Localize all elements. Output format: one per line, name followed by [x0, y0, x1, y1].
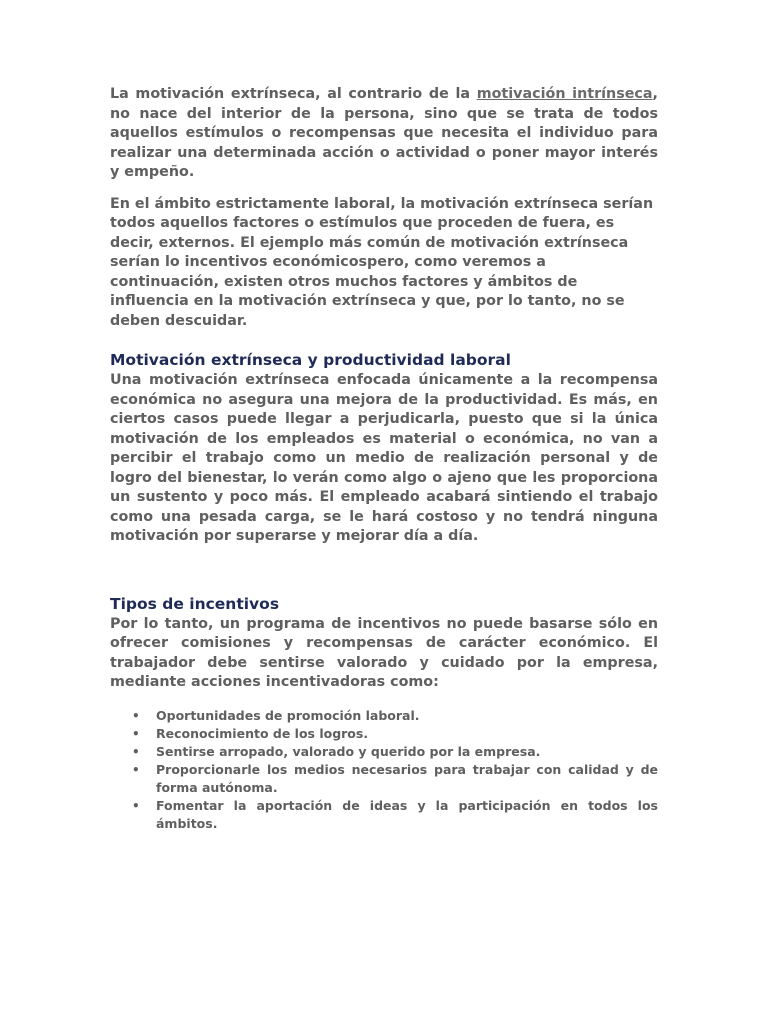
bullet-icon: • — [132, 708, 140, 723]
list-item — [110, 797, 658, 833]
list-item-text: Reconocimiento de los logros. — [156, 725, 369, 741]
intro-paragraph — [110, 85, 658, 183]
list-item-text: Oportunidades de promoción laboral. — [156, 707, 420, 723]
bullet-icon: • — [132, 726, 140, 741]
list-item-text: Proporcionarle los medios necesarios para trabajar con calidad y de forma autónoma. — [156, 761, 658, 795]
list-item — [110, 743, 658, 761]
section-heading-productividad: Motivación extrínseca y productividad laboral — [110, 351, 511, 369]
bullet-icon: • — [132, 762, 140, 777]
intro-text-before-link: La motivación extrínseca, al contrario de la — [110, 86, 477, 102]
incentive-list — [110, 707, 658, 833]
incentivos-paragraph: Por lo tanto, un programa de incentivos no puede basarse sólo en ofrecer comisiones y recompensas de carácter económico. El trabajador debe sentirse valorado y cuidado por la empresa, mediante acciones incentivadoras como: — [110, 615, 658, 690]
laboral-paragraph: En el ámbito estrictamente laboral, la motivación extrínseca serían todos aquellos factores o estímulos que proceden de fuera, es decir, externos. El ejemplo más común de motivación extrínseca serían lo incentivos económicospero, como veremos a continuación, existen otros muchos factores y ámbitos de influencia en la motivación extrínseca y que, por lo tanto, no se deben descuidar. — [110, 195, 654, 329]
list-item-text: Fomentar la aportación de ideas y la participación en todos los ámbitos. — [156, 797, 658, 831]
list-item-text: Sentirse arropado, valorado y querido por la empresa. — [156, 743, 541, 759]
bullet-icon: • — [132, 744, 140, 759]
list-item — [110, 707, 658, 725]
list-item — [110, 725, 658, 743]
section-heading-tipos-incentivos: Tipos de incentivos — [110, 594, 280, 613]
intro-text-after-link: , no nace del interior de la persona, sino que se trata de todos aquellos estímulos o recompensas que necesita el individuo para realizar una determinada acción o actividad o poner mayor interés y empeño. — [110, 86, 658, 180]
bullet-icon: • — [132, 798, 140, 813]
motivacion-intrinseca-link[interactable]: motivación intrínseca — [476, 86, 653, 102]
document-page — [110, 85, 658, 833]
list-item — [110, 761, 658, 797]
productividad-paragraph: Una motivación extrínseca enfocada únicamente a la recompensa económica no asegura una mejora de la productividad. Es más, en ciertos casos puede llegar a perjudicarla, puesto que si la única motivación de los empleados es material o económica, no van a percibir el trabajo como un medio de realización personal y de logro del bienestar, lo verán como algo o ajeno que les proporciona un sustento y poco más. El empleado acabará sintiendo el trabajo como una pesada carga, se le hará costoso y no tendrá ninguna motivación por superarse y mejorar día a día. — [110, 372, 658, 544]
